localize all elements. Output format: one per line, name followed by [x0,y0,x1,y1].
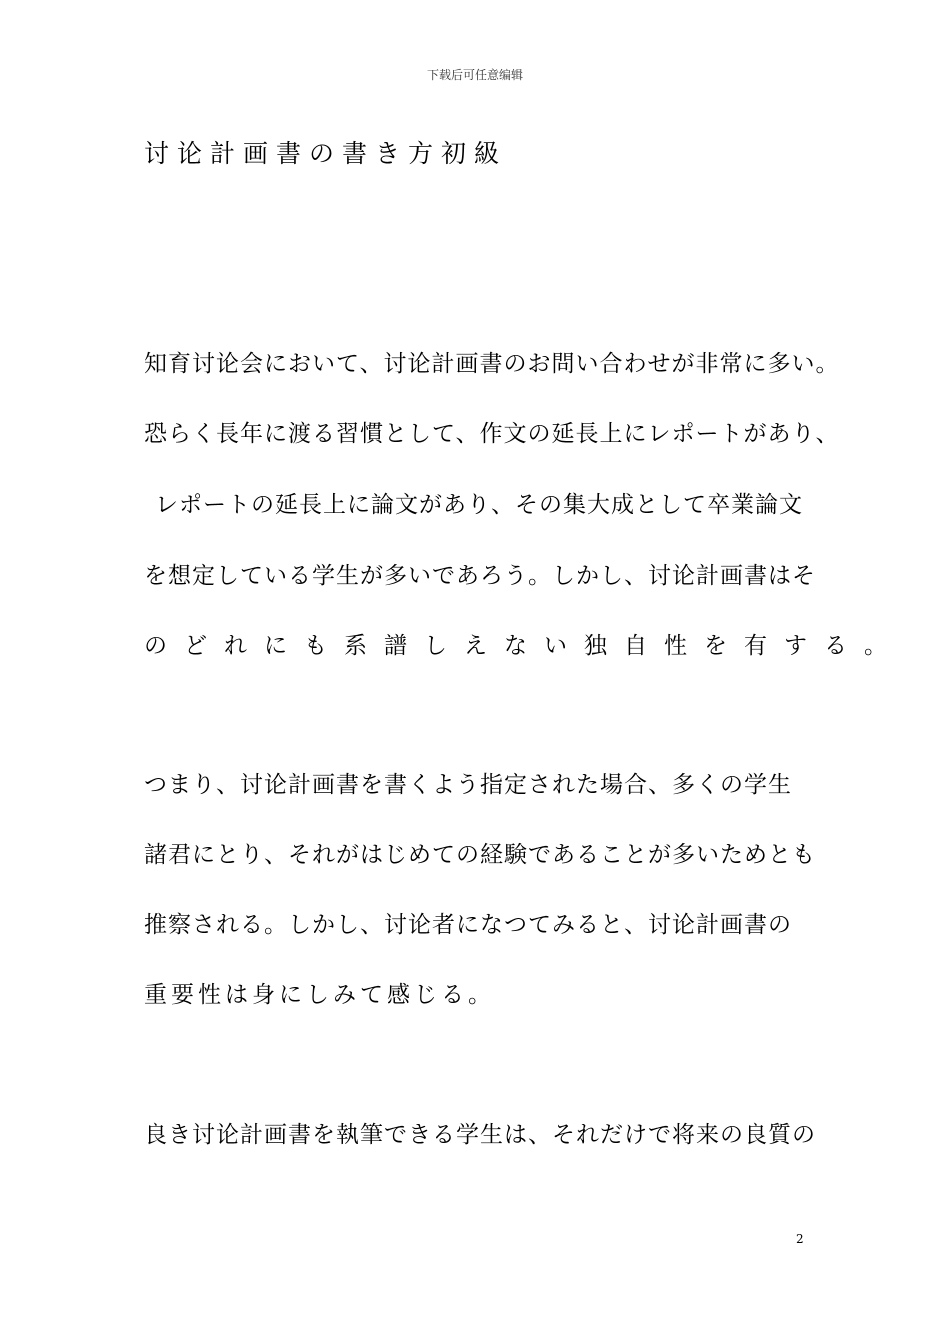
paragraph-2-line-2: 諸君にとり、それがはじめての経験であることが多いためとも [144,842,816,868]
paragraph-1-line-3: レポートの延長上に論文があり、その集大成として卒業論文 [155,492,803,518]
document-title: 讨论計画書の書き方初級 [144,139,508,168]
page-number: 2 [796,1232,804,1246]
paragraph-1-line-5: のどれにも系譜しえない独自性を有する。 [144,633,904,659]
header-note: 下载后可任意编辑 [426,68,523,82]
paragraph-1-line-1: 知育讨论会において、讨论計画書のお問い合わせが非常に多い。 [144,351,840,377]
paragraph-2-line-3: 推察される。しかし、讨论者になつてみると、讨论計画書の [144,912,792,938]
paragraph-1-line-4: を想定している学生が多いであろう。しかし、讨论計画書はそ [144,563,816,589]
paragraph-2-line-1: つまり、讨论計画書を書くよう指定された場合、多くの学生 [144,772,792,798]
paragraph-2-line-4: 重要性は身にしみて感じる。 [144,982,495,1008]
paragraph-1-line-2: 恐らく長年に渡る習慣として、作文の延長上にレポートがあり、 [144,421,840,447]
paragraph-3-line-1: 良き讨论計画書を執筆できる学生は、それだけで将来の良質の [144,1122,816,1148]
